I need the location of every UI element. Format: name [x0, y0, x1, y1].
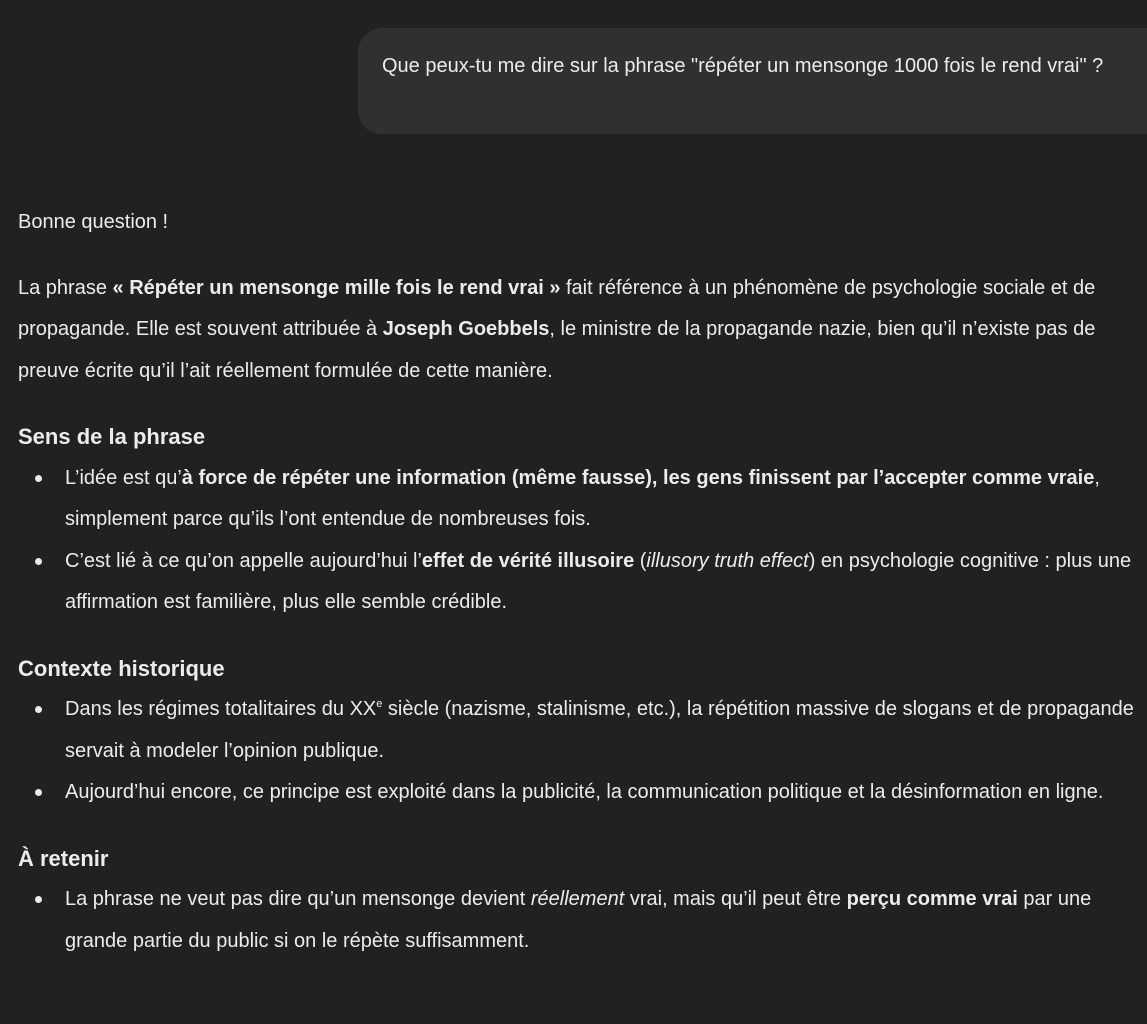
list-item-text: L’idée est qu’ — [65, 466, 182, 489]
intro-quote-bold: « Répéter un mensonge mille fois le rend vrai » — [112, 276, 561, 299]
assistant-greeting: Bonne question ! — [18, 211, 169, 233]
bullet-icon — [35, 475, 42, 482]
section-heading-contexte: Contexte historique — [18, 655, 225, 681]
list-item — [18, 879, 1147, 962]
user-message-text: Que peux-tu me dire sur la phrase "répéter un mensonge 1000 fois le rend vrai" ? — [382, 55, 1104, 77]
bullet-icon — [35, 706, 42, 713]
list-item-italic: illusory truth effect — [646, 549, 809, 572]
list-item-italic: réellement — [530, 888, 625, 910]
user-message-bubble — [358, 28, 1147, 134]
list-item-text: Dans les régimes totalitaires du XX — [65, 698, 377, 720]
assistant-intro-paragraph — [18, 268, 1147, 393]
section-heading-sens: Sens de la phrase — [18, 424, 206, 449]
intro-text-1: La phrase — [18, 276, 113, 299]
section-list-contexte — [18, 689, 1147, 814]
list-item — [18, 458, 1147, 541]
list-item-text: ( — [634, 549, 647, 572]
bullet-icon — [35, 558, 42, 565]
assistant-message — [18, 202, 1147, 986]
list-item-text: siècle (nazisme, stalinisme, etc.), la répétition massive de slogans et de propagande servait à modeler l’opinion publique. — [65, 698, 1134, 762]
list-item-text: vrai, mais qu’il peut être — [624, 888, 847, 910]
list-item-text: C’est lié à ce qu’on appelle aujourd’hui l’ — [65, 549, 422, 572]
list-item-bold: effet de vérité illusoire — [421, 549, 635, 572]
section-list-sens — [18, 458, 1147, 624]
list-item-text: Aujourd’hui encore, ce principe est exploité dans la publicité, la communication politique et la désinformation en ligne. — [65, 781, 1104, 803]
bullet-icon — [35, 789, 42, 796]
list-item-bold: à force de répéter une information (même fausse), les gens finissent par l’accepter comme vraie — [181, 466, 1095, 489]
intro-text-3: , le ministre de la propagande nazie, bien qu’il n’existe pas de preuve écrite qu’il l’ait réellement formulée de cette manière. — [18, 318, 1096, 382]
list-item-superscript: e — [376, 698, 383, 710]
list-item — [18, 772, 1147, 814]
intro-goebbels-bold: Joseph Goebbels — [382, 318, 550, 340]
section-list-retenir — [18, 879, 1147, 962]
intro-text-2: fait référence à un phénomène de psychologie sociale et de propagande. Elle est souvent attribuée à — [18, 276, 1096, 340]
list-item-text: par une grande partie du public si on le répète suffisamment. — [65, 888, 1092, 952]
bullet-icon — [35, 896, 42, 903]
list-item-text: La phrase ne veut pas dire qu’un mensonge devient — [65, 888, 531, 910]
section-heading-retenir: À retenir — [18, 845, 109, 871]
list-item — [18, 689, 1147, 772]
list-item — [18, 541, 1147, 624]
list-item-bold: perçu comme vrai — [846, 888, 1018, 910]
list-item-text: ) en psychologie cognitive : plus une affirmation est familière, plus elle semble crédible. — [65, 549, 1132, 613]
list-item-text: , simplement parce qu’ils l’ont entendue de nombreuses fois. — [65, 466, 1100, 530]
